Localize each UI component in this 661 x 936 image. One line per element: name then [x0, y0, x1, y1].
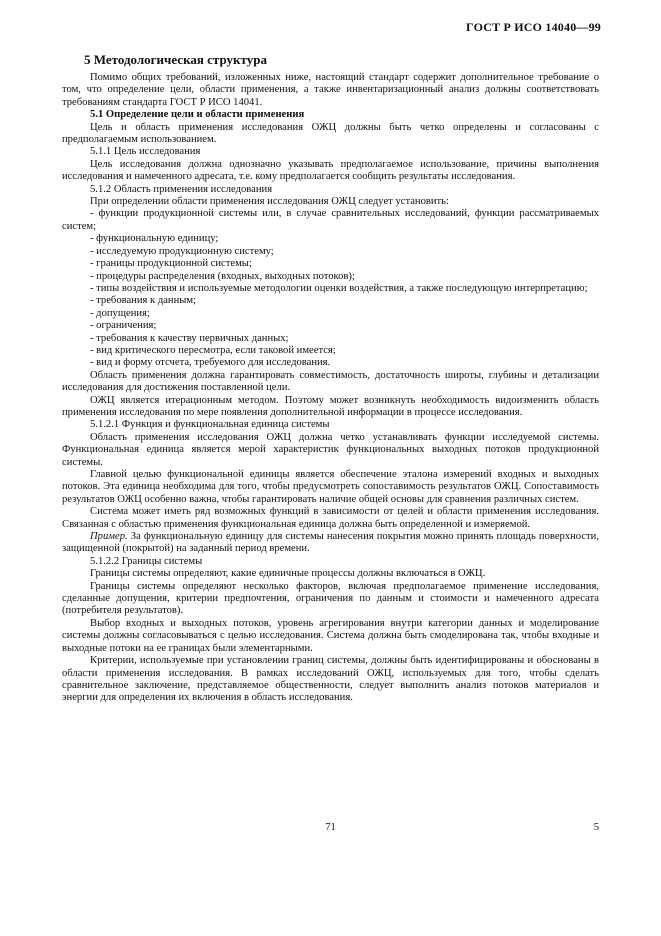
- example-text: За функциональную единицу для системы нанесения покрытия можно принять площадь поверхности, защищенной (покрытой) на заданный период времени.: [62, 531, 599, 555]
- section-title: 5 Методологическая структура: [84, 52, 267, 67]
- document-header: ГОСТ Р ИСО 14040—99: [466, 20, 601, 34]
- paragraph: Границы системы определяют, какие единичные процессы должны включаться в ОЖЦ.: [90, 568, 486, 580]
- list-item: - типы воздействия и используемые методологии оценки воздействия, а также последующую интерпретацию;: [90, 282, 588, 294]
- paragraph: Область применения должна гарантировать совместимость, достаточность широты, глубины и детализации исследования для достижения поставленной цели.: [62, 369, 599, 394]
- paragraph: Выбор входных и выходных потоков, уровень агрегирования внутри категории данных и моделирование системы должны согласовываться с целью исследования. Система должна быть смоделирована так, чтобы входные и выходные потоки на ее границах были элементарными.: [62, 617, 599, 654]
- subsection-heading: 5.1.2.1 Функция и функциональная единица системы: [90, 419, 330, 431]
- paragraph: Система может иметь ряд возможных функций в зависимости от целей и области применения исследования. Связанная с областью применения функциональная единица должна быть определенной и измеряемой.: [62, 506, 599, 530]
- subsection-heading: 5.1.1 Цель исследования: [90, 146, 201, 158]
- paragraph: Главной целью функциональной единицы является обеспечение эталона измерений входных и выходных потоков. Эта единица необходима для того, чтобы предусмотреть сопоставимость результатов ОЖЦ. Сопоставимость результатов ОЖЦ особенно важна, чтобы гарантировать наличие общей основы для сравнения различных систем.: [62, 469, 599, 505]
- paragraph: При определении области применения исследования ОЖЦ следует установить:: [90, 196, 449, 208]
- list-item: - вид критического пересмотра, если таковой имеется;: [90, 344, 336, 356]
- list-item: - функции продукционной системы или, в случае сравнительных исследований, функции рассматриваемых систем;: [62, 208, 599, 232]
- list-item: - допущения;: [90, 307, 150, 319]
- paragraph: Цель и область применения исследования ОЖЦ должны быть четко определены и согласованы с предполагаемым использованием.: [62, 121, 599, 146]
- paragraph: Границы системы определяют несколько факторов, включая предполагаемое применение исследования, сделанные допущения, критерии предпочтения, ограничения по данным и стоимости и намеченного адресата (потребителя результатов).: [62, 580, 599, 617]
- paragraph: Область применения исследования ОЖЦ должна четко устанавливать функции исследуемой системы. Функциональная единица является мерой характеристик функциональных выходных потоков продукционной системы.: [62, 431, 599, 468]
- paragraph: Цель исследования должна однозначно указывать предполагаемое использование, причины выполнения исследования и намеченного адресата, т.е. кому предполагается сообщить результаты исследования.: [62, 158, 599, 183]
- paragraph: ОЖЦ является итерационным методом. Поэтому может возникнуть необходимость видоизменить область применения исследования по мере появления дополнительной информации в процессе исследования.: [62, 394, 599, 418]
- paragraph: Помимо общих требований, изложенных ниже, настоящий стандарт содержит дополнительное требование о том, что определение цели, области применения, а также инвентаризационный анализ должны соответствовать требованиям стандарта ГОСТ Р ИСО 14041.: [62, 72, 599, 108]
- list-item: - требования к качеству первичных данных;: [90, 332, 289, 344]
- list-item: - требования к данным;: [90, 295, 197, 307]
- list-item: - ограничения;: [90, 320, 157, 332]
- list-item: - исследуемую продукционную систему;: [90, 245, 274, 257]
- page-number-center: 71: [325, 822, 336, 833]
- document-body: [62, 52, 599, 705]
- example-paragraph: [62, 531, 599, 556]
- subsection-heading: 5.1.2.2 Границы системы: [90, 555, 203, 567]
- paragraph: Критерии, используемые при установлении границ системы, должны быть идентифицированы и обоснованы в области применения исследования. В рамках исследований ОЖЦ, используемых для того, чтобы сделать сравнительное заключение, представляемое общественности, следует выполнить анализ потоков материалов и энергии для определения их включения в область исследования.: [62, 655, 599, 704]
- list-item: - процедуры распределения (входных, выходных потоков);: [90, 270, 355, 282]
- list-item: - функциональную единицу;: [90, 233, 219, 245]
- list-item: - границы продукционной системы;: [90, 258, 252, 270]
- subsection-heading: 5.1 Определение цели и области применения: [90, 109, 305, 121]
- list-item: - вид и форму отсчета, требуемого для исследования.: [90, 357, 331, 369]
- example-label: Пример.: [90, 531, 128, 543]
- subsection-heading: 5.1.2 Область применения исследования: [90, 183, 273, 195]
- page-number-right: 5: [593, 822, 599, 833]
